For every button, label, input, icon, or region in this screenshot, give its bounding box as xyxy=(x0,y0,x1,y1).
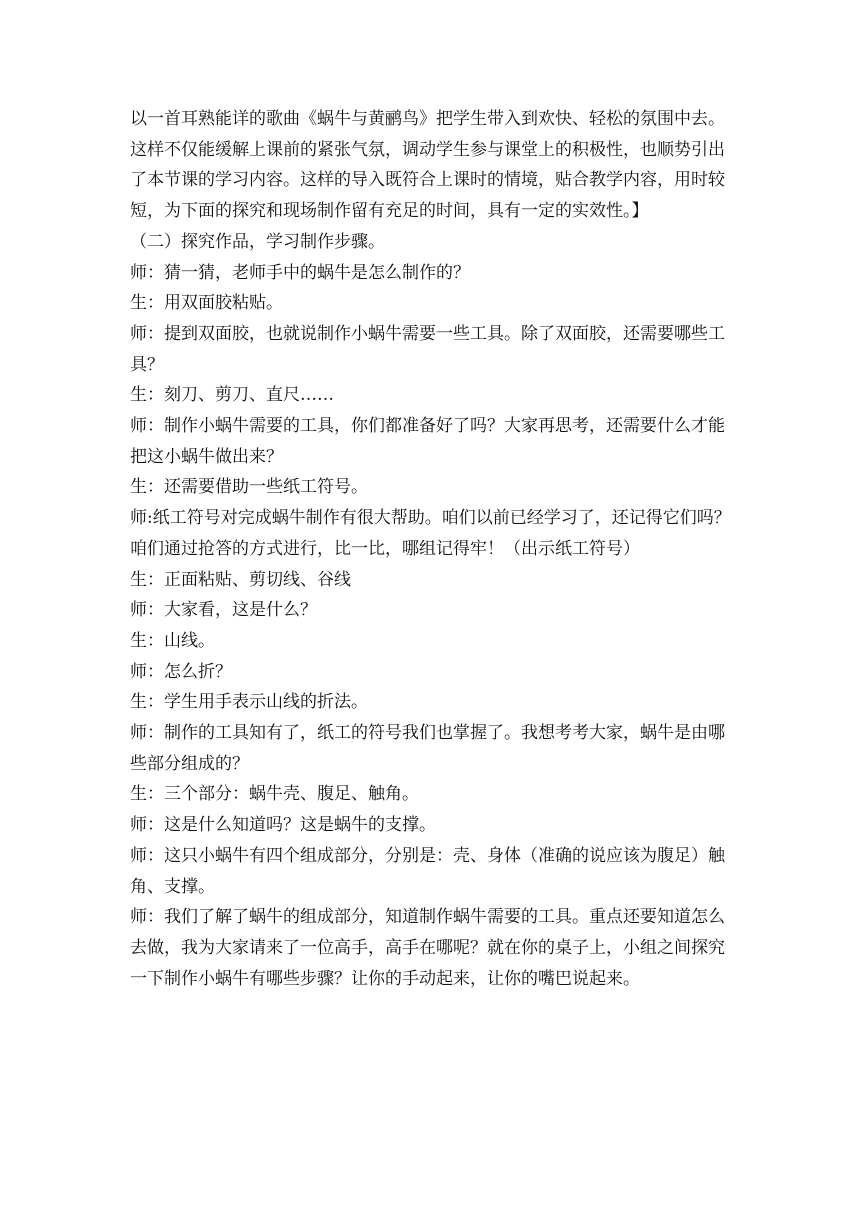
text-line-28: 去做，我为大家请来了一位高手，高手在哪呢？就在你的桌子上，小组之间探究 xyxy=(130,937,725,958)
text-line-20: 生：学生用手表示山线的折法。 xyxy=(130,692,368,713)
text-line-11: 师：制作小蜗牛需要的工具，你们都准备好了吗？大家再思考，还需要什么才能 xyxy=(130,416,725,437)
text-line-08: 师：提到双面胶，也就说制作小蜗牛需要一些工具。除了双面胶，还需要哪些工 xyxy=(130,323,725,344)
text-line-15: 咱们通过抢答的方式进行，比一比，哪组记得牢！（出示纸工符号） xyxy=(130,538,640,559)
text-line-26: 角、支撑。 xyxy=(130,876,215,897)
text-line-23: 生：三个部分：蜗牛壳、腹足、触角。 xyxy=(130,784,419,805)
text-line-10: 生：刻刀、剪刀、直尺…… xyxy=(130,385,334,406)
text-line-17: 师：大家看，这是什么？ xyxy=(130,600,317,621)
document-page xyxy=(130,104,742,994)
text-line-21: 师：制作的工具知有了，纸工的符号我们也掌握了。我想考考大家，蜗牛是由哪 xyxy=(130,723,725,744)
text-line-13: 生：还需要借助一些纸工符号。 xyxy=(130,477,368,498)
text-line-01: 以一首耳熟能详的歌曲《蜗牛与黄鹂鸟》把学生带入到欢快、轻松的氛围中去。 xyxy=(130,109,725,129)
text-line-02: 这样不仅能缓解上课前的紧张气氛，调动学生参与课堂上的积极性，也顺势引出 xyxy=(130,139,725,160)
text-line-04: 短，为下面的探究和现场制作留有充足的时间，具有一定的实效性。】 xyxy=(130,201,649,222)
text-line-06: 师：猜一猜，老师手中的蜗牛是怎么制作的？ xyxy=(130,262,470,283)
text-line-18: 生：山线。 xyxy=(130,630,215,651)
text-line-14: 师:纸工符号对完成蜗牛制作有很大帮助。咱们以前已经学习了，还记得它们吗？ xyxy=(130,508,731,529)
text-line-09: 具？ xyxy=(130,354,164,375)
section-heading: （二）探究作品，学习制作步骤。 xyxy=(130,231,385,252)
text-line-27: 师：我们了解了蜗牛的组成部分，知道制作蜗牛需要的工具。重点还要知道怎么 xyxy=(130,907,725,928)
text-line-25: 师：这只小蜗牛有四个组成部分，分别是：壳、身体（准确的说应该为腹足）触 xyxy=(130,845,725,866)
text-line-03: 了本节课的学习内容。这样的导入既符合上课时的情境，贴合教学内容，用时较 xyxy=(130,170,725,191)
text-line-07: 生：用双面胶粘贴。 xyxy=(130,293,283,314)
text-line-24: 师：这是什么知道吗？这是蜗牛的支撑。 xyxy=(130,815,436,836)
text-line-22: 些部分组成的？ xyxy=(130,753,249,774)
text-line-29: 一下制作小蜗牛有哪些步骤？让你的手动起来，让你的嘴巴说起来。 xyxy=(130,968,640,989)
text-line-12: 把这小蜗牛做出来？ xyxy=(130,446,283,467)
text-line-19: 师：怎么折？ xyxy=(130,661,232,682)
text-line-16: 生：正面粘贴、剪切线、谷线 xyxy=(130,569,351,590)
